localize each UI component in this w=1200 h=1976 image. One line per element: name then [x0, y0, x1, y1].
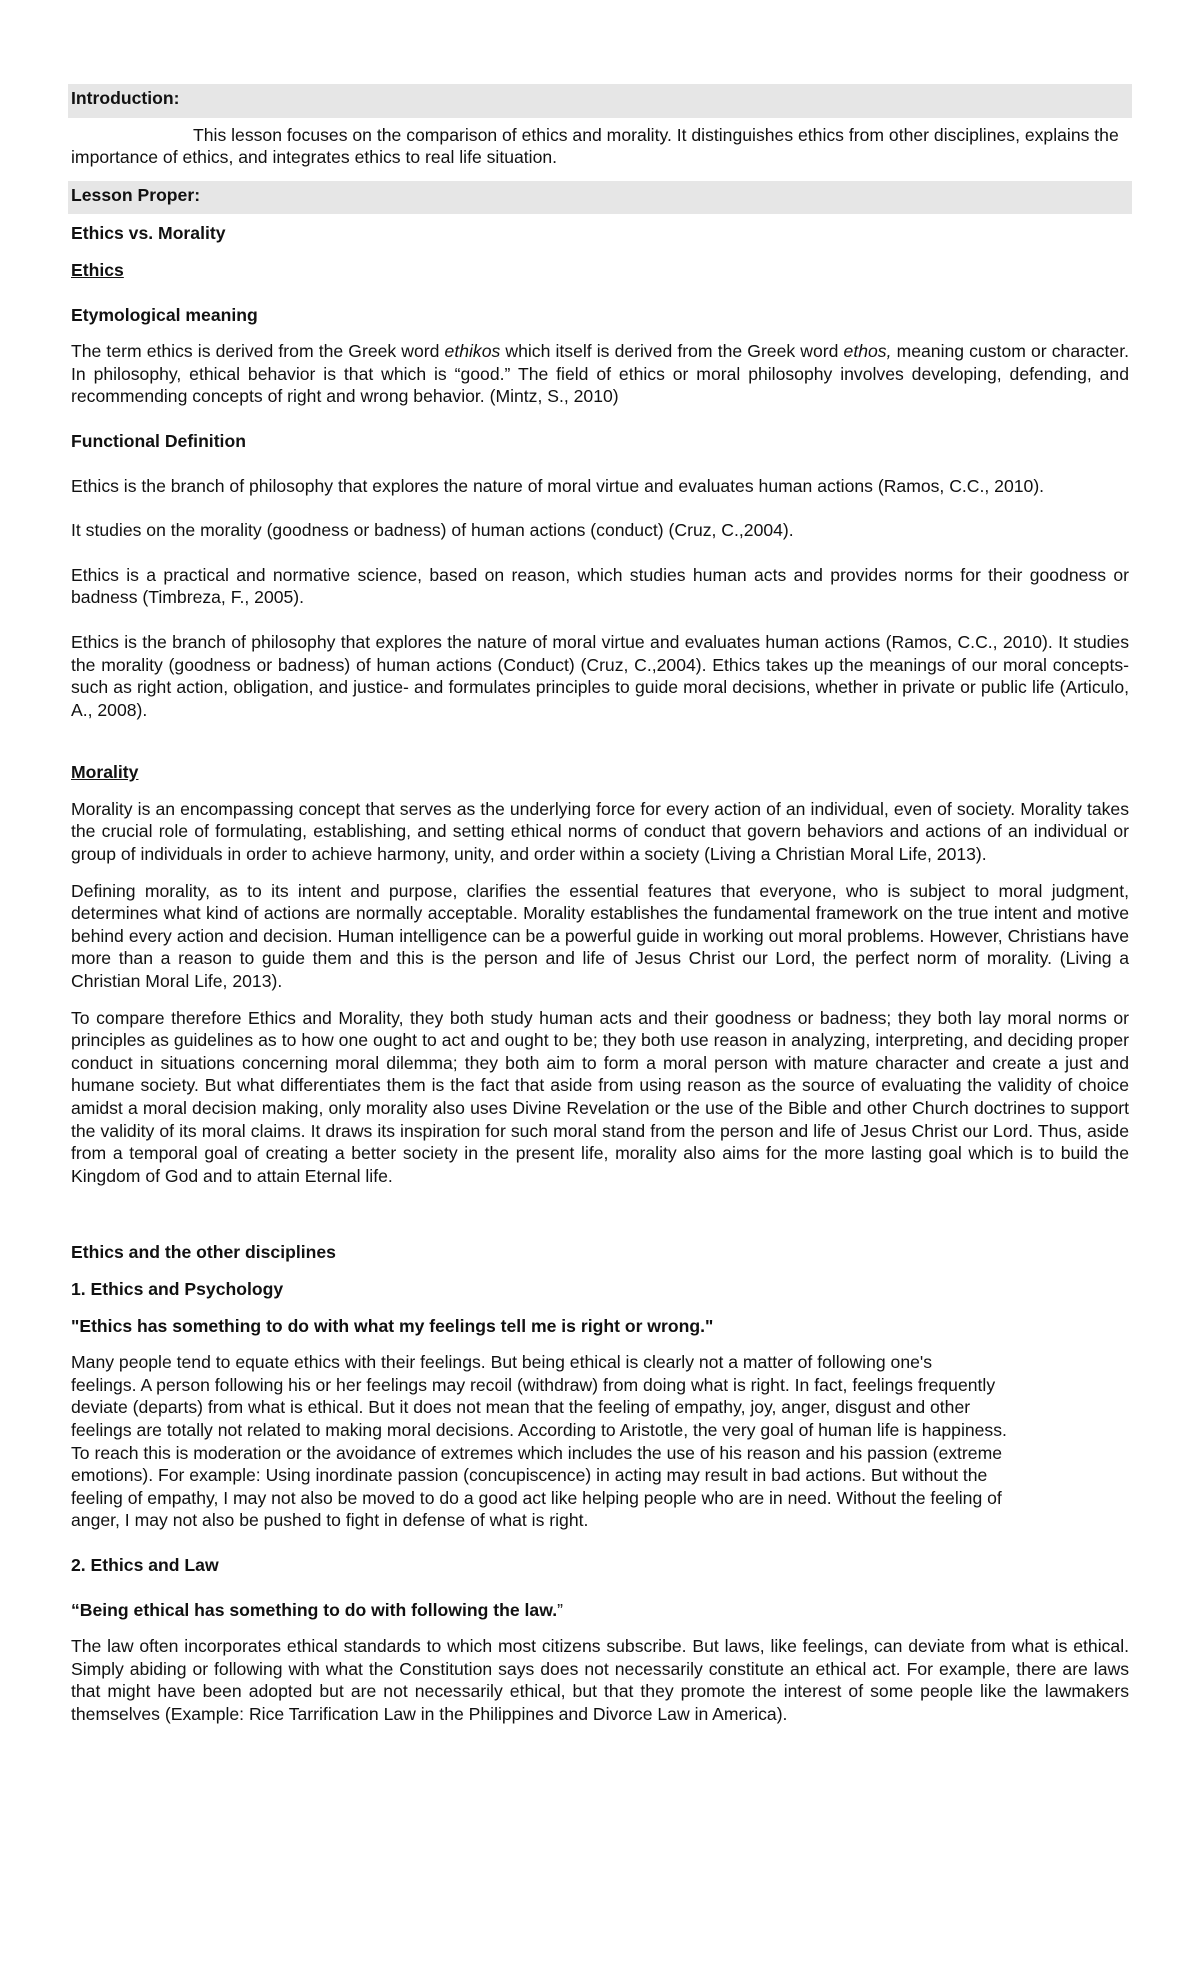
psychology-line: anger, I may not also be pushed to fight in defense of what is right.	[71, 1510, 589, 1531]
functional-definition-heading: Functional Definition	[71, 430, 246, 451]
ethics-definition-2: It studies on the morality (goodness or badness) of human actions (conduct) (Cruz, C.,2004).	[71, 520, 794, 541]
greek-word-ethikos: ethikos	[444, 341, 501, 362]
introduction-text: This lesson focuses on the comparison of ethics and morality. It distinguishes ethics from other disciplines, explains the importance of ethics, and integrates ethics to real life situation.	[71, 124, 1119, 168]
psychology-line: To reach this is moderation or the avoidance of extremes which includes the use of his reason and his passion (extreme	[71, 1442, 1003, 1463]
ethics-definition-1: Ethics is the branch of philosophy that explores the nature of moral virtue and evaluates human actions (Ramos, C.C., 2010).	[71, 475, 1045, 496]
etymology-text-3: meaning custom or character. In philosophy, ethical behavior is that which is “good.” The field of ethics or moral philosophy involves developing, defending, and recommending concepts of right and wrong behavior. (Mintz, S., 2010)	[71, 341, 1129, 407]
law-quote-close: ”	[557, 1599, 563, 1620]
psychology-line: Many people tend to equate ethics with their feelings. But being ethical is clearly not a matter of following one's	[71, 1352, 933, 1373]
law-paragraph: The law often incorporates ethical standards to which most citizens subscribe. But laws, like feelings, can deviate from what is ethical. Simply abiding or following with what the Constitution says does not necessarily constitute an ethical act. For example, there are laws that might have been adopted but are not necessarily ethical, but that they promote the interest of some people like the lawmakers themselves (Example: Rice Tarrification Law in the Philippines and Divorce Law in America).	[71, 1636, 1129, 1724]
ethics-definition-3: Ethics is a practical and normative science, based on reason, which studies human acts and provides norms for their goodness or badness (Timbreza, F., 2005).	[71, 564, 1129, 608]
greek-word-ethos: ethos,	[843, 341, 892, 362]
morality-paragraph-3: To compare therefore Ethics and Morality, they both study human acts and their goodness or badness; they both lay moral norms or principles as guidelines as to how one ought to act and ought to be; they both use reason in analyzing, interpreting, and deciding proper conduct in situations concerning moral dilemma; they both aim to form a moral person with mature character and create a just and humane society. But what differentiates them is the fact that aside from using reason as the source of evaluating the validity of choice amidst a moral decision making, only morality also uses Divine Revelation or the use of the Bible and other Church doctrines to support the validity of its moral claims. It draws its inspiration for such moral stand from the person and life of Jesus Christ our Lord. Thus, aside from a temporal goal of creating a better society in the present life, morality also aims for the more lasting goal which is to build the Kingdom of God and to attain Eternal life.	[71, 1007, 1129, 1186]
etymology-text-1: The term ethics is derived from the Greek word	[71, 341, 445, 362]
etymology-text-2: which itself is derived from the Greek word	[500, 341, 844, 362]
etymology-heading: Etymological meaning	[71, 304, 258, 325]
psychology-quote: "Ethics has something to do with what my feelings tell me is right or wrong."	[71, 1315, 714, 1336]
psychology-line: deviate (departs) from what is ethical. But it does not mean that the feeling of empathy, joy, anger, disgust and other	[71, 1397, 971, 1418]
psychology-line: feelings. A person following his or her feelings may recoil (withdraw) from doing what is right. In fact, feelings frequently	[71, 1374, 996, 1395]
psychology-heading: 1. Ethics and Psychology	[71, 1278, 284, 1299]
lesson-title: Ethics vs. Morality	[71, 223, 226, 244]
morality-paragraph-1: Morality is an encompassing concept that serves as the underlying force for every action of an individual, even of society. Morality takes the crucial role of formulating, establishing, and setting ethical norms of conduct that govern behaviors and actions of an individual or group of individuals in order to achieve harmony, unity, and order within a society (Living a Christian Moral Life, 2013).	[71, 798, 1129, 865]
psychology-line: feeling of empathy, I may not also be moved to do a good act like helping people who are in need. Without the feeling of	[71, 1487, 1002, 1508]
law-heading: 2. Ethics and Law	[71, 1554, 219, 1575]
psychology-line: emotions). For example: Using inordinate passion (concupiscence) in acting may result in bad actions. But without the	[71, 1465, 988, 1486]
ethics-definition-4: Ethics is the branch of philosophy that explores the nature of moral virtue and evaluates human actions (Ramos, C.C., 2010). It studies the morality (goodness or badness) of human actions (Conduct) (Cruz, C.,2004). Ethics takes up the meanings of our moral concepts- such as right action, obligation, and justice- and formulates principles to guide moral decisions, whether in private or public life (Articulo, A., 2008).	[71, 631, 1129, 720]
psychology-line: feelings are totally not related to making moral decisions. According to Aristotle, the very goal of human life is happiness.	[71, 1419, 1007, 1440]
introduction-heading: Introduction:	[68, 84, 1132, 118]
psychology-paragraph	[68, 1351, 1132, 1532]
ethics-heading: Ethics	[71, 259, 124, 280]
introduction-paragraph	[68, 124, 1132, 169]
other-disciplines-heading: Ethics and the other disciplines	[71, 1242, 336, 1263]
morality-heading: Morality	[71, 762, 139, 783]
law-quote	[68, 1599, 1132, 1622]
morality-paragraph-2: Defining morality, as to its intent and purpose, clarifies the essential features that everyone, who is subject to moral judgment, determines what kind of actions are normally acceptable. Morality establishes the fundamental framework on the true intent and motive behind every action and decision. Human intelligence can be a powerful guide in working out moral problems. However, Christians have more than a reason to guide them and this is the person and life of Jesus Christ our Lord, the perfect norm of morality. (Living a Christian Moral Life, 2013).	[71, 880, 1129, 992]
law-quote-text: “Being ethical has something to do with following the law.	[71, 1599, 558, 1620]
etymology-paragraph	[68, 340, 1132, 408]
lesson-proper-heading: Lesson Proper:	[68, 181, 1132, 215]
